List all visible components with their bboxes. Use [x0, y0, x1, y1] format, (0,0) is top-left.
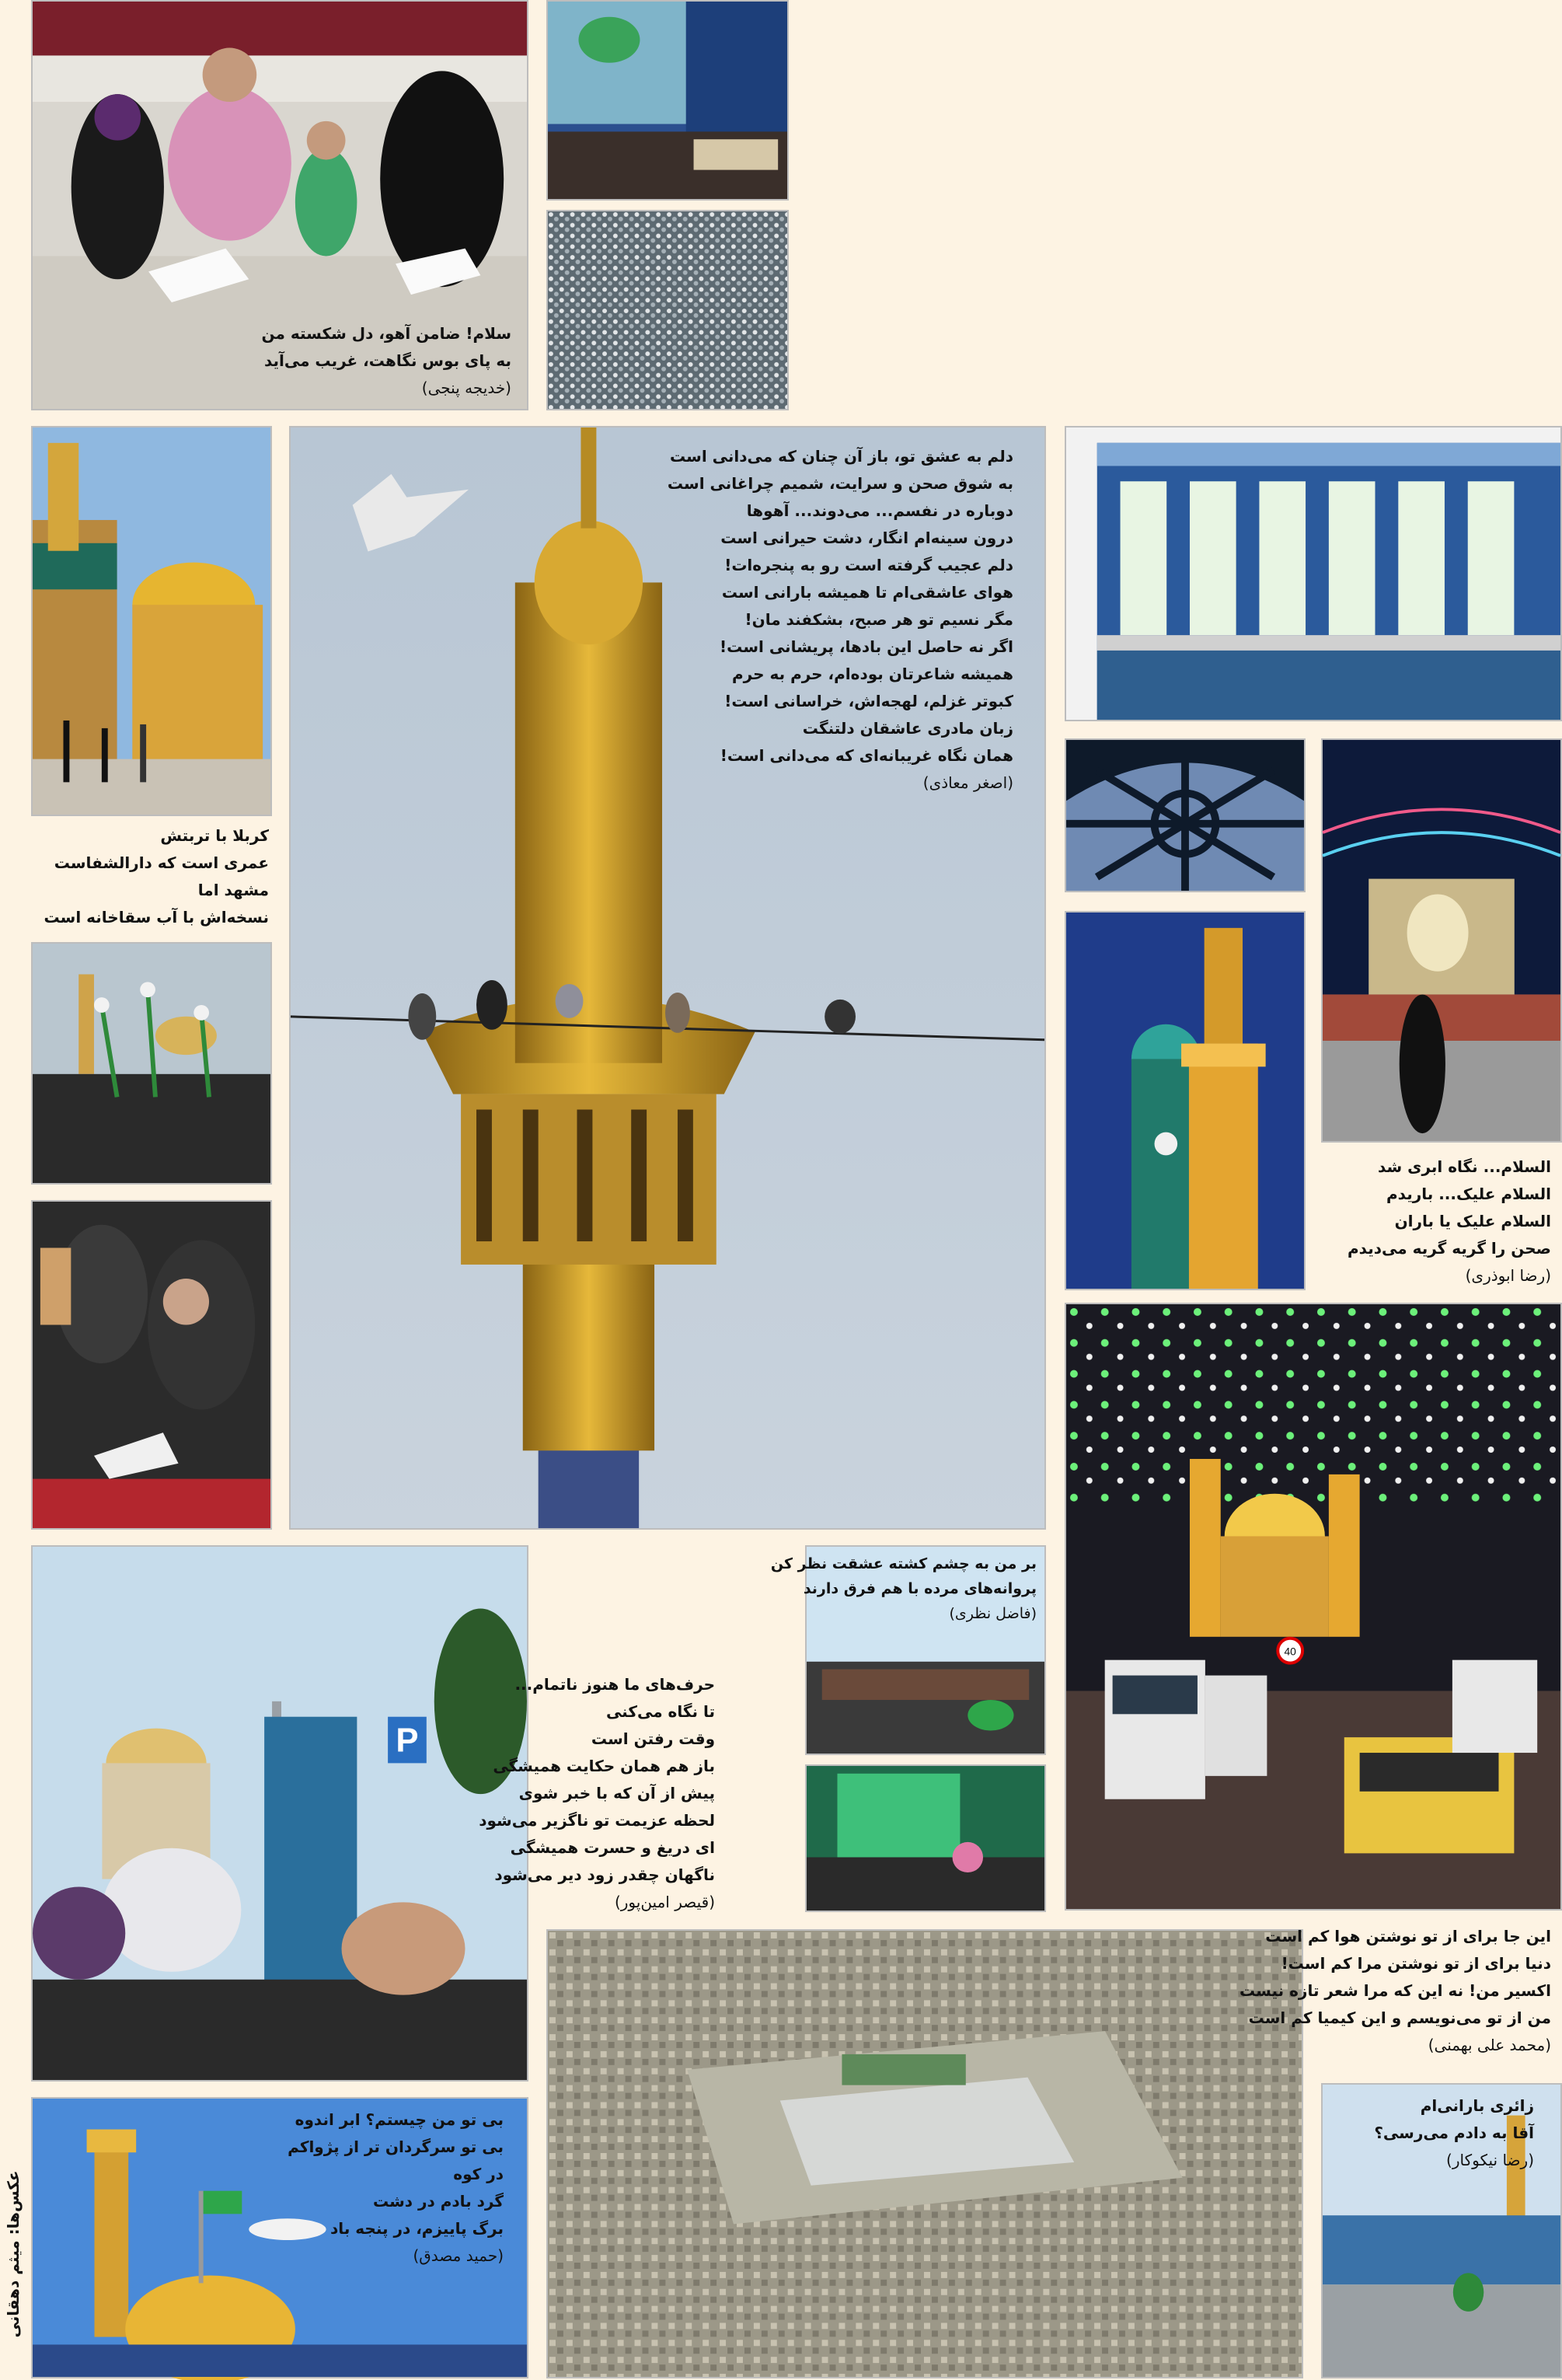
poem-line: گرد بادم در دشت [372, 2192, 504, 2211]
photo-lattice-window [1065, 738, 1306, 892]
photo-shrine-interior [546, 0, 789, 201]
photo-aerial-city [546, 1929, 1303, 2378]
photo-pilgrims-flowers [31, 942, 272, 1185]
poem-line: من از تو می‌نویسم و این کیمیا کم است [1248, 2008, 1551, 2027]
poem-line: اکسیر من! نه این که مرا شعر تازه نیست [1239, 1981, 1551, 2000]
poem-line: سلام! ضامن آهو، دل شکسته من [261, 324, 511, 343]
poem-line: کبوتر غزلم، لهجه‌اش، خراسانی است! [724, 692, 1013, 710]
poem-line: مشهد اما [197, 881, 269, 899]
poem-author: (فاضل نظری) [949, 1605, 1037, 1622]
poem-mohammad-ali-bahmani [1239, 1923, 1551, 2059]
photo-family-reading-quran [31, 0, 528, 410]
poem-line: در کوه [453, 2165, 504, 2183]
poem-line: بی تو من چیستم؟ ابر اندوه [295, 2110, 504, 2129]
poem-line: دوباره در نفسم... می‌دوند... آهوها [746, 501, 1013, 520]
poem-line: حرف‌های ما هنوز ناتمام... [514, 1675, 715, 1694]
poem-line: درون سینه‌ام انگار، دشت حیرانی است [720, 529, 1013, 547]
blank-area [800, 0, 1562, 410]
poem-line: برگ پاییزم، در پنجه باد [330, 2219, 504, 2238]
poem-line: ناگهان چقدر زود دیر می‌شود [494, 1865, 715, 1884]
poem-line: اگر نه حاصل این بادها، پریشانی است! [720, 637, 1013, 656]
poem-line: دلم به عشق تو، باز آن چنان که می‌دانی است [669, 447, 1013, 466]
poem-line: عمری است که دارالشفاست [54, 853, 269, 872]
poem-line: صحن را گریه گریه می‌دیدم [1348, 1239, 1551, 1258]
photo-pilgrims-luggage [31, 1545, 528, 2082]
poem-line: پیش از آن که با خبر شوی [518, 1784, 715, 1802]
poem-line: پروانه‌های مرده با هم فرق دارند [803, 1580, 1037, 1597]
photo-shrine-green-interior [805, 1764, 1046, 1912]
poem-line: بر من به چشم کشته عشقت نظر کن [770, 1555, 1037, 1572]
photo-minaret-dusk [1065, 911, 1306, 1290]
poem-line: هوای عاشقی‌ام تا همیشه بارانی است [721, 583, 1013, 602]
poem-line: السلام علیک... باریدم [1386, 1185, 1551, 1203]
poem-reza-abouzari [1348, 1153, 1551, 1289]
poem-line: آقا به دادم می‌رسی؟ [1374, 2124, 1534, 2142]
poem-line: کربلا با تربتش [160, 826, 269, 845]
poem-line: به پای بوس نگاهت، غریب می‌آید [263, 351, 511, 370]
poem-line: باز هم همان حکایت همیشگی [493, 1757, 715, 1775]
poem-qeysar-aminpour [479, 1671, 715, 1916]
photo-golden-dome-courtyard [31, 426, 272, 816]
photo-golden-dome-flag [31, 2097, 528, 2378]
poem-line: وقت رفتن است [591, 1729, 715, 1748]
poem-line: دلم عجیب گرفته است رو به پنجره‌ات! [724, 556, 1013, 574]
poem-fazel-nazari [771, 1551, 1037, 1626]
poem-author: (محمد علی بهمنی) [1428, 2036, 1551, 2054]
poem-line: زبان مادری عاشقان دلتنگت [802, 719, 1013, 738]
poem-line: زائری بارانی‌ام [1420, 2096, 1534, 2115]
poem-line: تا نگاه می‌کنی [605, 1702, 715, 1721]
poem-line: مگر نسیم تو هر صبح، بشکفند مان! [744, 610, 1013, 629]
photo-crowd [546, 210, 789, 410]
poem-karbala [44, 822, 269, 931]
parking-sign: P [396, 1721, 419, 1760]
photo-tiled-balcony [1065, 426, 1562, 721]
poem-line: دنیا برای از تو نوشتن مرا کم است! [1281, 1954, 1551, 1973]
speed-limit-sign: 40 [1284, 1645, 1296, 1658]
poem-line: ای دریغ و حسرت همیشگی [510, 1838, 715, 1857]
poem-line: لحظه عزیمت تو ناگزیر می‌شود [479, 1811, 715, 1830]
photo-women-reading [31, 1200, 272, 1530]
poem-line: این جا برای از تو نوشتن هوا کم است [1265, 1927, 1551, 1946]
poem-line: السلام علیک یا باران [1394, 1212, 1551, 1230]
poem-line: نسخه‌اش با آب سقاخانه است [44, 908, 269, 927]
poem-line: همان نگاه غریبانه‌ای که می‌دانی است! [720, 746, 1013, 765]
poem-author: (رضا نیکوکار) [1446, 2151, 1534, 2169]
poem-author: (رضا ابوذری) [1465, 1266, 1551, 1285]
poem-line: به شوق صحن و سرایت، شمیم چراغانی است [667, 474, 1013, 493]
poem-line: السلام... نگاه ابری شد [1377, 1157, 1551, 1176]
photo-credit [3, 2137, 23, 2371]
poem-hamid-mosadegh [288, 2106, 504, 2270]
photo-rainy-courtyard [1321, 2083, 1562, 2378]
poem-asghar-moazi [668, 443, 1013, 797]
photo-golden-minaret [289, 426, 1046, 1530]
photo-night-street [1065, 1303, 1562, 1911]
poem-khadijeh-panji [262, 320, 511, 402]
photo-night-courtyard [1321, 738, 1562, 1143]
poem-author: (قیصر امین‌پور) [614, 1893, 715, 1911]
poem-author: (حمید مصدق) [413, 2246, 504, 2265]
poem-author: (اصغر معاذی) [922, 773, 1013, 792]
poem-author: (خدیجه پنجی) [421, 379, 511, 397]
photo-credit-text: عکس‌ها: میثم دهقانی [4, 2170, 23, 2338]
poem-reza-nikoukar [1374, 2092, 1534, 2174]
poem-line: همیشه شاعرتان بوده‌ام، حرم به حرم [731, 665, 1013, 683]
photo-coffin-procession [770, 1545, 1046, 1755]
poem-line: بی تو سرگردان تر از پژواکم [288, 2137, 504, 2156]
